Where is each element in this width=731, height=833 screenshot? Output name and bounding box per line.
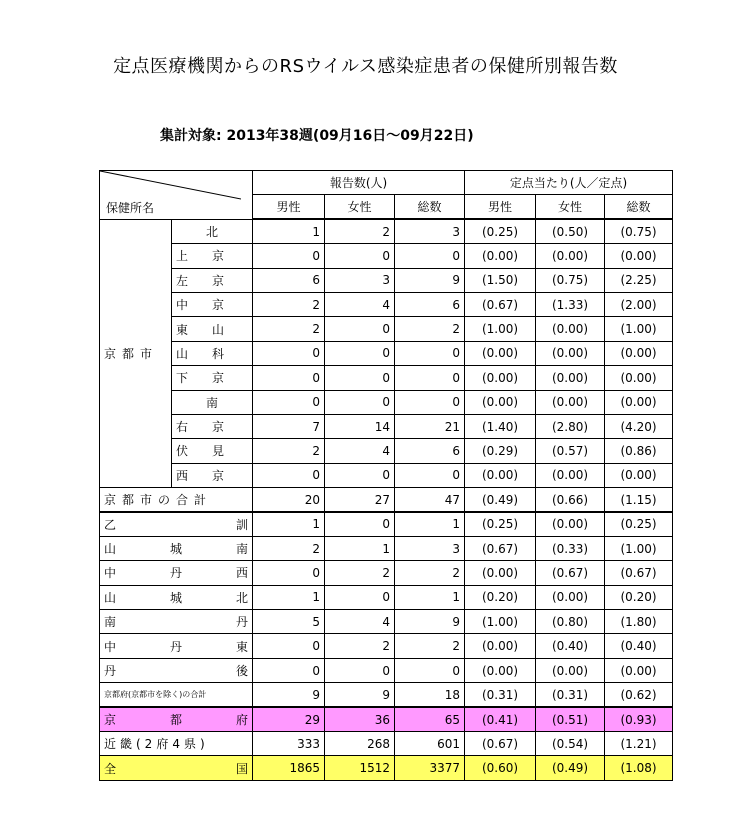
count-cell: 18 <box>395 683 465 707</box>
table-row <box>100 439 673 463</box>
count-cell: 1 <box>395 512 465 536</box>
office-name: 東山 <box>172 317 253 341</box>
corner-label: 保健所名 <box>106 200 155 215</box>
rate-cell: (1.50) <box>465 268 536 292</box>
rate-cell: (0.20) <box>605 585 673 609</box>
count-cell: 0 <box>253 463 325 487</box>
rate-cell: (0.00) <box>465 244 536 268</box>
count-cell: 4 <box>325 610 395 634</box>
table-row <box>100 317 673 341</box>
table-row <box>100 658 673 682</box>
table-row <box>100 536 673 560</box>
count-cell: 0 <box>253 634 325 658</box>
rate-cell: (0.80) <box>536 610 605 634</box>
count-cell: 3 <box>325 268 395 292</box>
office-name: 中京 <box>172 292 253 316</box>
col-header: 総数 <box>395 195 465 219</box>
table-row <box>100 219 673 243</box>
table-row <box>100 244 673 268</box>
rate-cell: (0.49) <box>465 488 536 512</box>
rate-cell: (0.62) <box>605 683 673 707</box>
rate-cell: (0.60) <box>465 756 536 780</box>
table-row <box>100 390 673 414</box>
rate-cell: (0.00) <box>465 561 536 585</box>
table-row <box>100 512 673 536</box>
count-cell: 0 <box>325 658 395 682</box>
rate-cell: (0.00) <box>536 366 605 390</box>
rate-cell: (2.00) <box>605 292 673 316</box>
count-cell: 0 <box>395 463 465 487</box>
count-cell: 0 <box>253 658 325 682</box>
corner-cell <box>100 171 253 220</box>
office-name: 上京 <box>172 244 253 268</box>
rate-cell: (2.80) <box>536 414 605 438</box>
office-name: 中 丹 東 <box>100 634 253 658</box>
count-cell: 6 <box>395 292 465 316</box>
rate-cell: (0.50) <box>536 219 605 243</box>
count-cell: 2 <box>253 439 325 463</box>
office-name: 山 城 北 <box>100 585 253 609</box>
rate-cell: (0.75) <box>605 219 673 243</box>
count-cell: 9 <box>395 610 465 634</box>
rate-cell: (1.80) <box>605 610 673 634</box>
rate-cell: (0.00) <box>605 463 673 487</box>
report-table <box>99 170 673 781</box>
rate-cell: (0.67) <box>465 536 536 560</box>
office-name: 京都市の合計 <box>100 488 253 512</box>
table-row <box>100 488 673 512</box>
count-cell: 2 <box>395 561 465 585</box>
office-name: 北 <box>172 219 253 243</box>
rate-cell: (0.40) <box>536 634 605 658</box>
count-cell: 9 <box>253 683 325 707</box>
rate-cell: (1.33) <box>536 292 605 316</box>
rate-cell: (0.00) <box>465 390 536 414</box>
count-cell: 0 <box>253 244 325 268</box>
rate-cell: (0.25) <box>465 512 536 536</box>
rate-cell: (0.33) <box>536 536 605 560</box>
table-row <box>100 463 673 487</box>
table-row <box>100 414 673 438</box>
table-row <box>100 634 673 658</box>
rate-cell: (0.00) <box>465 463 536 487</box>
count-cell: 601 <box>395 731 465 755</box>
office-name: 南 丹 <box>100 610 253 634</box>
count-cell: 0 <box>253 561 325 585</box>
count-cell: 0 <box>325 512 395 536</box>
rate-cell: (0.51) <box>536 707 605 731</box>
office-name: 山科 <box>172 341 253 365</box>
rate-cell: (0.40) <box>605 634 673 658</box>
rate-cell: (1.00) <box>605 536 673 560</box>
count-cell: 1865 <box>253 756 325 780</box>
rate-cell: (0.00) <box>536 658 605 682</box>
count-cell: 0 <box>325 366 395 390</box>
rate-cell: (0.67) <box>465 292 536 316</box>
count-cell: 0 <box>325 244 395 268</box>
count-cell: 4 <box>325 439 395 463</box>
rate-cell: (0.25) <box>605 512 673 536</box>
office-name: 京都府(京都市を除く)の合計 <box>100 683 253 707</box>
count-cell: 65 <box>395 707 465 731</box>
rate-cell: (0.00) <box>605 244 673 268</box>
count-cell: 5 <box>253 610 325 634</box>
count-cell: 4 <box>325 292 395 316</box>
rate-cell: (1.15) <box>605 488 673 512</box>
count-cell: 6 <box>395 439 465 463</box>
count-cell: 0 <box>325 585 395 609</box>
office-name: 乙 訓 <box>100 512 253 536</box>
office-name: 下京 <box>172 366 253 390</box>
table-row <box>100 561 673 585</box>
group-header-reports: 報告数(人) <box>253 171 465 195</box>
rate-cell: (0.41) <box>465 707 536 731</box>
count-cell: 36 <box>325 707 395 731</box>
rate-cell: (0.75) <box>536 268 605 292</box>
table-row <box>100 268 673 292</box>
count-cell: 20 <box>253 488 325 512</box>
table-row <box>100 707 673 731</box>
table-row <box>100 756 673 780</box>
table-row <box>100 366 673 390</box>
rate-cell: (0.31) <box>536 683 605 707</box>
group-header-per-sentinel: 定点当たり(人／定点) <box>465 171 673 195</box>
rate-cell: (0.00) <box>536 244 605 268</box>
count-cell: 0 <box>395 244 465 268</box>
rate-cell: (0.31) <box>465 683 536 707</box>
table-row <box>100 292 673 316</box>
table-row <box>100 585 673 609</box>
office-name: 左京 <box>172 268 253 292</box>
office-name: 京 都 府 <box>100 707 253 731</box>
table-row <box>100 731 673 755</box>
rate-cell: (0.00) <box>465 658 536 682</box>
count-cell: 9 <box>395 268 465 292</box>
rate-cell: (0.67) <box>536 561 605 585</box>
count-cell: 1 <box>395 585 465 609</box>
rate-cell: (0.00) <box>605 366 673 390</box>
rate-cell: (4.20) <box>605 414 673 438</box>
header-row-1 <box>100 171 673 195</box>
rate-cell: (0.25) <box>465 219 536 243</box>
col-header: 男性 <box>465 195 536 219</box>
count-cell: 268 <box>325 731 395 755</box>
page-title: 定点医療機関からのRSウイルス感染症患者の保健所別報告数 <box>113 56 618 77</box>
rate-cell: (0.00) <box>465 366 536 390</box>
count-cell: 29 <box>253 707 325 731</box>
count-cell: 2 <box>253 536 325 560</box>
rate-cell: (0.00) <box>536 512 605 536</box>
table-row <box>100 341 673 365</box>
count-cell: 2 <box>325 219 395 243</box>
rate-cell: (0.57) <box>536 439 605 463</box>
count-cell: 2 <box>325 634 395 658</box>
rate-cell: (0.00) <box>536 390 605 414</box>
count-cell: 27 <box>325 488 395 512</box>
count-cell: 9 <box>325 683 395 707</box>
count-cell: 0 <box>253 366 325 390</box>
rate-cell: (1.00) <box>605 317 673 341</box>
rate-cell: (0.00) <box>605 658 673 682</box>
count-cell: 3 <box>395 219 465 243</box>
rate-cell: (0.54) <box>536 731 605 755</box>
rate-cell: (0.00) <box>536 463 605 487</box>
rate-cell: (0.00) <box>605 341 673 365</box>
count-cell: 14 <box>325 414 395 438</box>
office-name: 全 国 <box>100 756 253 780</box>
count-cell: 0 <box>325 341 395 365</box>
office-name: 南 <box>172 390 253 414</box>
rate-cell: (1.08) <box>605 756 673 780</box>
count-cell: 333 <box>253 731 325 755</box>
office-name: 山 城 南 <box>100 536 253 560</box>
rate-cell: (0.20) <box>465 585 536 609</box>
count-cell: 0 <box>395 341 465 365</box>
count-cell: 0 <box>253 341 325 365</box>
office-name: 丹 後 <box>100 658 253 682</box>
period-label: 集計対象: 2013年38週(09月16日～09月22日) <box>160 128 474 144</box>
col-header: 総数 <box>605 195 673 219</box>
rate-cell: (0.00) <box>536 341 605 365</box>
count-cell: 2 <box>325 561 395 585</box>
rate-cell: (1.00) <box>465 317 536 341</box>
rate-cell: (0.86) <box>605 439 673 463</box>
rate-cell: (0.00) <box>605 390 673 414</box>
count-cell: 1 <box>253 219 325 243</box>
rate-cell: (1.00) <box>465 610 536 634</box>
count-cell: 7 <box>253 414 325 438</box>
count-cell: 0 <box>253 390 325 414</box>
count-cell: 1512 <box>325 756 395 780</box>
count-cell: 2 <box>395 317 465 341</box>
count-cell: 21 <box>395 414 465 438</box>
office-name: 中 丹 西 <box>100 561 253 585</box>
count-cell: 2 <box>253 317 325 341</box>
rate-cell: (0.66) <box>536 488 605 512</box>
col-header: 女性 <box>325 195 395 219</box>
count-cell: 2 <box>395 634 465 658</box>
count-cell: 2 <box>253 292 325 316</box>
rate-cell: (2.25) <box>605 268 673 292</box>
office-name: 伏見 <box>172 439 253 463</box>
rate-cell: (1.21) <box>605 731 673 755</box>
count-cell: 0 <box>395 366 465 390</box>
office-name: 右京 <box>172 414 253 438</box>
rate-cell: (0.67) <box>605 561 673 585</box>
count-cell: 0 <box>395 390 465 414</box>
col-header: 女性 <box>536 195 605 219</box>
count-cell: 6 <box>253 268 325 292</box>
count-cell: 1 <box>253 585 325 609</box>
count-cell: 47 <box>395 488 465 512</box>
city-group-label: 京都市 <box>100 219 172 487</box>
rate-cell: (0.29) <box>465 439 536 463</box>
rate-cell: (0.93) <box>605 707 673 731</box>
count-cell: 0 <box>325 390 395 414</box>
count-cell: 3 <box>395 536 465 560</box>
col-header: 男性 <box>253 195 325 219</box>
table-row <box>100 683 673 707</box>
rate-cell: (0.00) <box>536 317 605 341</box>
office-name: 西京 <box>172 463 253 487</box>
count-cell: 1 <box>325 536 395 560</box>
rate-cell: (0.00) <box>465 341 536 365</box>
office-name: 近畿(2府4県) <box>100 731 253 755</box>
count-cell: 3377 <box>395 756 465 780</box>
count-cell: 0 <box>325 463 395 487</box>
rate-cell: (0.00) <box>465 634 536 658</box>
table-row <box>100 610 673 634</box>
count-cell: 1 <box>253 512 325 536</box>
rate-cell: (0.49) <box>536 756 605 780</box>
rate-cell: (0.00) <box>536 585 605 609</box>
count-cell: 0 <box>395 658 465 682</box>
rate-cell: (0.67) <box>465 731 536 755</box>
rate-cell: (1.40) <box>465 414 536 438</box>
count-cell: 0 <box>325 317 395 341</box>
